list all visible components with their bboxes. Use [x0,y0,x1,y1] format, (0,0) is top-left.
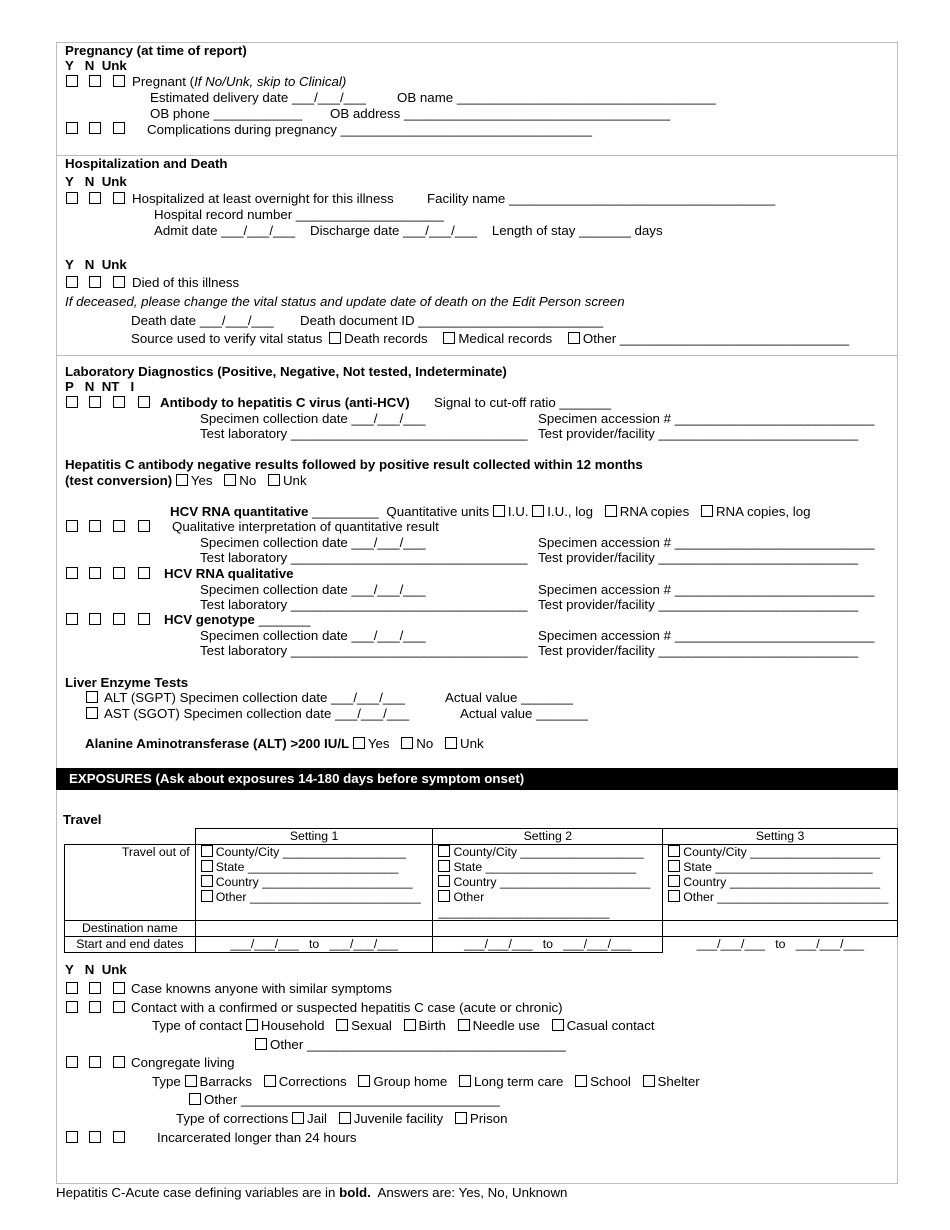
conversion-yes-checkbox[interactable] [176,474,188,486]
pregnant-unk-checkbox[interactable] [113,75,125,87]
due-date-field[interactable]: Estimated delivery date ___/___/___ [150,90,366,105]
living-other-field[interactable]: Other ___________________________________ [204,1092,500,1107]
living-other-row [189,1092,500,1107]
other-checkbox[interactable] [201,890,213,902]
complications-n-checkbox[interactable] [89,122,101,134]
test-provider-field[interactable]: Test provider/facility ___________________________ [538,597,859,612]
case-knowns-y-checkbox[interactable] [66,982,78,994]
complications-y-checkbox[interactable] [66,122,78,134]
test-laboratory-field[interactable]: Test laboratory ________________________________ [200,597,528,612]
unit-iu-log-checkbox[interactable] [532,505,544,517]
pregnancy-title: Pregnancy (at time of report) [65,43,247,58]
rna-qual-p-checkbox[interactable] [66,567,78,579]
conversion-unk-checkbox[interactable] [268,474,280,486]
casual-contact-checkbox[interactable] [552,1019,564,1031]
county-city-checkbox[interactable] [438,845,450,857]
prison-checkbox[interactable] [455,1112,467,1124]
rna-quant-value-field[interactable]: _________ [312,504,379,519]
hospitalized-y-checkbox[interactable] [66,192,78,204]
destination-name-input[interactable] [433,921,663,937]
unit-rna-checkbox[interactable] [605,505,617,517]
contact-y-checkbox[interactable] [66,1001,78,1013]
ob-address-field[interactable]: OB address ____________________________________ [330,106,671,121]
hospitalized-unk-checkbox[interactable] [113,192,125,204]
pregnant-n-checkbox[interactable] [89,75,101,87]
start-end-dates-label: Start and end dates [65,937,196,953]
test-provider-field[interactable]: Test provider/facility ___________________________ [538,550,859,565]
hospital-record-field[interactable]: Hospital record number ____________________ [154,207,444,222]
death-document-field[interactable]: Death document ID _________________________ [300,313,604,328]
signal-cutoff-field[interactable]: Signal to cut-off ratio _______ [434,395,612,410]
pregnancy-col-headers: Y N Unk [65,58,127,73]
incarcerated-y-checkbox[interactable] [66,1131,78,1143]
specimen-collection-field[interactable]: Specimen collection date ___/___/___ [200,411,426,426]
liver-title: Liver Enzyme Tests [65,675,189,690]
other-checkbox[interactable] [438,890,450,902]
conversion-options: (test conversion) Yes No Unk [65,473,307,488]
unit-iu-checkbox[interactable] [493,505,505,517]
specimen-collection-field[interactable]: Specimen collection date ___/___/___ [200,535,426,550]
admit-discharge-fields[interactable]: Admit date ___/___/___ Discharge date ___/___/___ Length of stay _______ days [154,223,663,238]
contact-other-checkbox[interactable] [255,1038,267,1050]
ast-collection-field[interactable]: AST (SGOT) Specimen collection date ___/___/___ [104,706,410,721]
shelter-checkbox[interactable] [643,1075,655,1087]
died-col-headers: Y N Unk [65,257,127,272]
date-range-field[interactable]: ___/___/___ to ___/___/___ [433,937,663,953]
group-home-checkbox[interactable] [358,1075,370,1087]
rna-quant-p-checkbox[interactable] [66,520,78,532]
travel-title: Travel [63,812,102,827]
date-range-field[interactable]: ___/___/___ to ___/___/___ [663,937,898,953]
alt200-row: Alanine Aminotransferase (ALT) >200 IU/L Yes No Unk [85,736,484,751]
pregnant-label: Pregnant (If No/Unk, skip to Clinical) [132,74,347,89]
died-unk-checkbox[interactable] [113,276,125,288]
exposure-col-headers: Y N Unk [65,962,127,977]
alt200-no-checkbox[interactable] [401,737,413,749]
test-laboratory-field[interactable]: Test laboratory ________________________________ [200,426,528,441]
date-range-field[interactable]: ___/___/___ to ___/___/___ [195,937,433,953]
destination-name-input[interactable] [663,921,898,937]
destination-name-input[interactable] [195,921,433,937]
lab-title: Laboratory Diagnostics (Positive, Negative, Not tested, Indeterminate) [65,364,507,379]
contact-unk-checkbox[interactable] [113,1001,125,1013]
long-term-care-checkbox[interactable] [459,1075,471,1087]
lab-col-headers: P N NT I [65,379,135,394]
test-laboratory-field[interactable]: Test laboratory ________________________________ [200,643,528,658]
complications-unk-checkbox[interactable] [113,122,125,134]
state-checkbox[interactable] [438,860,450,872]
antihcv-nt-checkbox[interactable] [113,396,125,408]
specimen-collection-field[interactable]: Specimen collection date ___/___/___ [200,628,426,643]
contact-other-field[interactable]: Other ___________________________________ [270,1037,566,1052]
congregate-y-checkbox[interactable] [66,1056,78,1068]
birth-checkbox[interactable] [404,1019,416,1031]
genotype-field[interactable]: _______ [258,612,311,627]
barracks-checkbox[interactable] [185,1075,197,1087]
unit-rna-log-checkbox[interactable] [701,505,713,517]
death-records-checkbox[interactable] [329,332,341,344]
genotype-i-checkbox[interactable] [138,613,150,625]
other-checkbox[interactable] [668,890,680,902]
alt-checkbox[interactable] [86,691,98,703]
county-city-checkbox[interactable] [668,845,680,857]
rna-quant-nt-checkbox[interactable] [113,520,125,532]
antihcv-p-checkbox[interactable] [66,396,78,408]
travel-table [64,828,898,953]
test-laboratory-field[interactable]: Test laboratory ________________________________ [200,550,528,565]
setting-1-locations: County/City __________________ State ______________________ Country ______________________ Other _________________________ [195,845,433,921]
died-label: Died of this illness [132,275,240,290]
rna-quant-n-checkbox[interactable] [89,520,101,532]
ast-checkbox[interactable] [86,707,98,719]
test-provider-field[interactable]: Test provider/facility ___________________________ [538,643,859,658]
corrections-checkbox[interactable] [264,1075,276,1087]
died-y-checkbox[interactable] [66,276,78,288]
complications-field[interactable]: Complications during pregnancy __________________________________ [147,122,593,137]
genotype-nt-checkbox[interactable] [113,613,125,625]
rna-quant-i-checkbox[interactable] [138,520,150,532]
specimen-accession-field[interactable]: Specimen accession # ___________________________ [538,411,875,426]
congregate-unk-checkbox[interactable] [113,1056,125,1068]
deceased-note: If deceased, please change the vital status and update date of death on the Edit Person screen [65,294,625,309]
incarcerated-label: Incarcerated longer than 24 hours [157,1130,357,1145]
genotype-row: HCV genotype _______ [164,612,311,627]
county-city-checkbox[interactable] [201,845,213,857]
hospital-col-headers: Y N Unk [65,174,127,189]
household-checkbox[interactable] [246,1019,258,1031]
facility-name-field[interactable]: Facility name ____________________________________ [427,191,776,206]
destination-name-label: Destination name [65,921,196,937]
specimen-accession-field[interactable]: Specimen accession # ___________________________ [538,582,875,597]
hospitalized-n-checkbox[interactable] [89,192,101,204]
exposures-header: EXPOSURES (Ask about exposures 14-180 days before symptom onset) [56,768,898,790]
setting-2-header: Setting 2 [433,829,663,845]
died-n-checkbox[interactable] [89,276,101,288]
setting-2-locations: County/City __________________ State ______________________ Country ______________________ Other _________________________ [433,845,663,921]
genotype-n-checkbox[interactable] [89,613,101,625]
juvenile-facility-checkbox[interactable] [339,1112,351,1124]
conversion-title: Hepatitis C antibody negative results followed by positive result collected within 12 months [65,457,643,472]
jail-checkbox[interactable] [292,1112,304,1124]
death-date-field[interactable]: Death date ___/___/___ [131,313,274,328]
qual-interpretation-label: Qualitative interpretation of quantitative result [172,519,439,534]
ob-name-field[interactable]: OB name ___________________________________ [397,90,716,105]
state-checkbox[interactable] [201,860,213,872]
setting-3-locations: County/City ___________________ State _______________________ Country ______________________ Other _________________________ [663,845,898,921]
antihcv-label: Antibody to hepatitis C virus (anti-HCV) [160,395,410,410]
school-checkbox[interactable] [575,1075,587,1087]
footer-note: Hepatitis C-Acute case defining variables are in bold. Answers are: Yes, No, Unknown [56,1185,568,1200]
antihcv-n-checkbox[interactable] [89,396,101,408]
specimen-accession-field[interactable]: Specimen accession # ___________________________ [538,535,875,550]
ast-actual-value-field[interactable]: Actual value _______ [460,706,588,721]
needle-use-checkbox[interactable] [458,1019,470,1031]
hospitalized-label: Hospitalized at least overnight for this illness [132,191,394,206]
hospitalization-title: Hospitalization and Death [65,156,228,171]
rna-qual-i-checkbox[interactable] [138,567,150,579]
setting-1-header: Setting 1 [195,829,433,845]
incarcerated-unk-checkbox[interactable] [113,1131,125,1143]
congregate-label: Congregate living [131,1055,235,1070]
contact-n-checkbox[interactable] [89,1001,101,1013]
incarcerated-n-checkbox[interactable] [89,1131,101,1143]
travel-out-of-label: Travel out of [65,845,196,921]
case-knowns-n-checkbox[interactable] [89,982,101,994]
test-provider-field[interactable]: Test provider/facility ___________________________ [538,426,859,441]
rna-qual-label: HCV RNA qualitative [164,566,294,581]
country-checkbox[interactable] [438,875,450,887]
medical-records-checkbox[interactable] [443,332,455,344]
rna-quant-row: HCV RNA quantitative _________ Quantitative units I.U. I.U., log RNA copies RNA copies, log [170,504,811,519]
specimen-collection-field[interactable]: Specimen collection date ___/___/___ [200,582,426,597]
living-type-row: Type Barracks Corrections Group home Long term care School Shelter [152,1074,700,1089]
antihcv-i-checkbox[interactable] [138,396,150,408]
vital-status-source: Source used to verify vital status Death records Medical records Other _______________________________ [131,331,850,346]
country-checkbox[interactable] [201,875,213,887]
state-checkbox[interactable] [668,860,680,872]
contact-label: Contact with a confirmed or suspected hepatitis C case (acute or chronic) [131,1000,563,1015]
living-other-checkbox[interactable] [189,1093,201,1105]
conversion-no-checkbox[interactable] [224,474,236,486]
alt200-yes-checkbox[interactable] [353,737,365,749]
setting-3-header: Setting 3 [663,829,898,845]
contact-type-row: Type of contact Household Sexual Birth Needle use Casual contact [152,1018,655,1033]
ob-phone-field[interactable]: OB phone ____________ [150,106,303,121]
sexual-checkbox[interactable] [336,1019,348,1031]
case-knowns-label: Case knowns anyone with similar symptoms [131,981,392,996]
case-knowns-unk-checkbox[interactable] [113,982,125,994]
pregnant-y-checkbox[interactable] [66,75,78,87]
congregate-n-checkbox[interactable] [89,1056,101,1068]
divider [56,355,898,356]
genotype-p-checkbox[interactable] [66,613,78,625]
contact-other-row [255,1037,566,1052]
other-source-checkbox[interactable] [568,332,580,344]
alt-collection-field[interactable]: ALT (SGPT) Specimen collection date ___/___/___ [104,690,406,705]
rna-qual-n-checkbox[interactable] [89,567,101,579]
alt200-unk-checkbox[interactable] [445,737,457,749]
rna-qual-nt-checkbox[interactable] [113,567,125,579]
corrections-type-row: Type of corrections Jail Juvenile facility Prison [176,1111,508,1126]
alt-actual-value-field[interactable]: Actual value _______ [445,690,573,705]
country-checkbox[interactable] [668,875,680,887]
specimen-accession-field[interactable]: Specimen accession # ___________________________ [538,628,875,643]
